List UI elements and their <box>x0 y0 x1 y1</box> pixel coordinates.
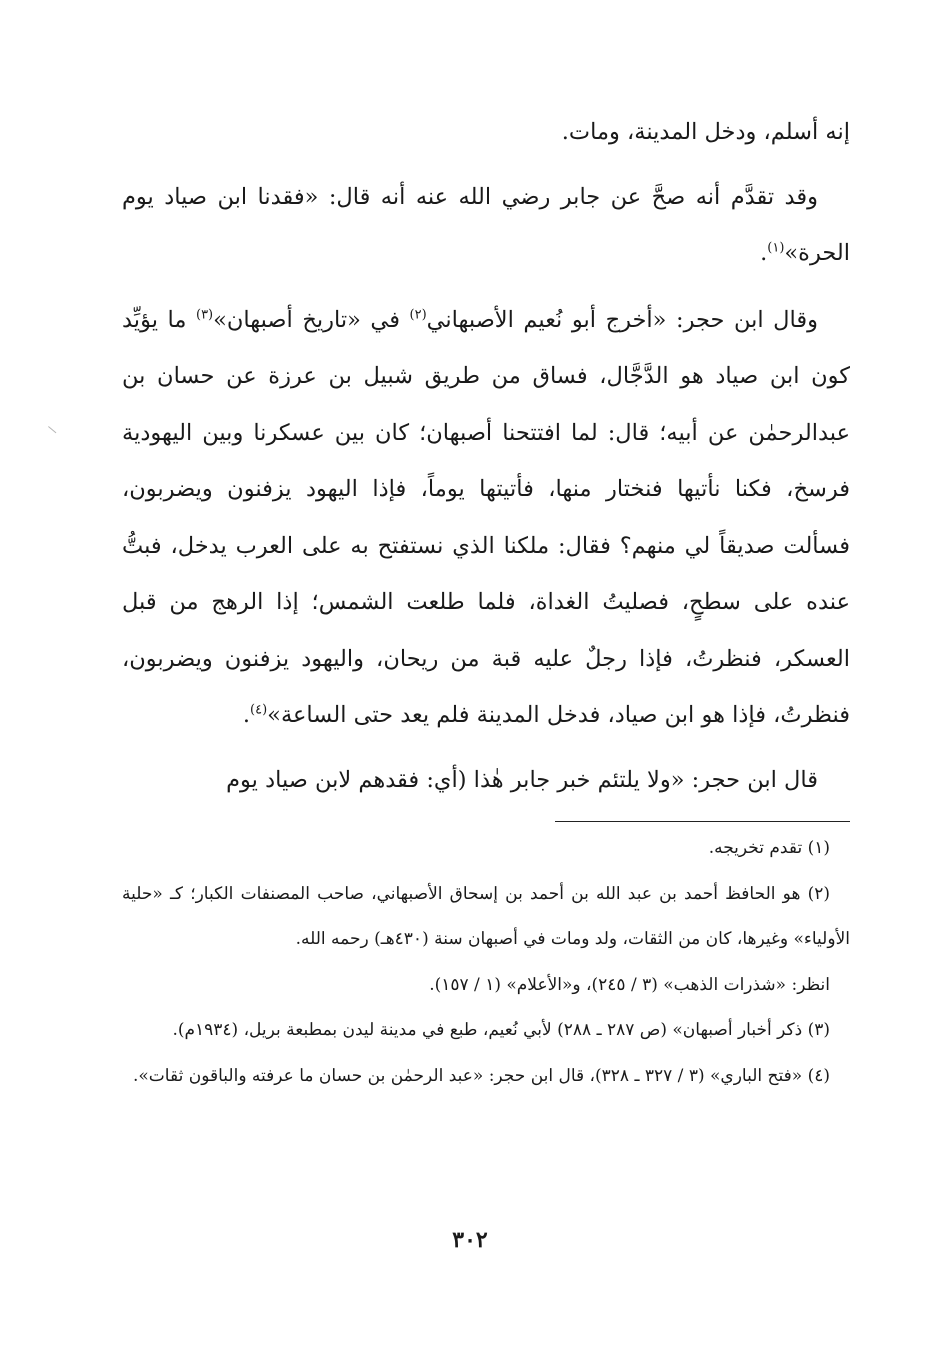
paragraph-4 <box>122 752 850 809</box>
paragraph-1 <box>122 104 850 161</box>
main-text <box>122 104 850 808</box>
paragraph-2-text: وقد تقدَّم أنه صحَّ عن جابر رضي الله عنه أنه قال: «فقدنا ابن صياد يوم الحرة» <box>122 183 850 266</box>
footnote-2-reference: انظر: «شذرات الذهب» (٣ / ٢٤٥)، و«الأعلام» (١ / ١٥٧). <box>429 974 830 995</box>
footnote-ref-4: (٤) <box>250 702 268 718</box>
paragraph-3-text-c: ما يؤيِّد كون ابن صياد هو الدَّجَّال، فساق من طريق شبيل بن عرزة عن حسان بن عبدالرحمٰن عن أبيه؛ قال: لما افتتحنا أصبهان؛ كان بين عسكرنا وبين اليهودية فرسخ، فكنا نأتيها فنختار منها، فأتيتها يوماً، فإذا اليهود يزفنون ويضربون، فسألت صديقاً لي منهم؟ فقال: ملكنا الذي نستفتح به على العرب يدخل، فبتُّ عنده على سطحٍ، فصليتُ الغداة، فلما طلعت الشمس؛ إذا الرهج من قبل العسكر، فنظرتُ، فإذا رجلٌ عليه قبة من ريحان، واليهود يزفنون ويضربون، فنظرتُ، فإذا هو ابن صياد، فدخل المدينة فلم يعد حتى الساعة» <box>122 306 850 728</box>
paragraph-3-end: . <box>242 702 251 728</box>
paragraph-2 <box>122 169 850 282</box>
footnote-ref-3: (٣) <box>195 307 214 322</box>
footnote-separator <box>555 821 850 822</box>
paragraph-4-text: قال ابن حجر: «ولا يلتئم خبر جابر هٰذا (أي: فقدهم لابن صياد يوم <box>226 766 818 793</box>
paragraph-3 <box>122 292 850 744</box>
footnote-2: (٢) هو الحافظ أحمد بن عبد الله بن أحمد بن إسحاق الأصبهاني، صاحب المصنفات الكبار؛ كـ «حلية الأولياء» وغيرها، كان من الثقات، ولد ومات في أصبهان سنة (٤٣٠هـ) رحمه الله. <box>122 883 850 949</box>
paragraph-2-end: . <box>760 240 768 266</box>
paragraph-3-text-b: في «تاريخ أصبهان» <box>213 306 410 333</box>
scan-mark <box>42 426 57 441</box>
page-number: ٣٠٢ <box>452 1227 488 1253</box>
paragraph-1-text: إنه أسلم، ودخل المدينة، ومات. <box>561 119 850 145</box>
footnote-ref-2: (٢) <box>409 307 427 322</box>
footnote-ref-1: (١) <box>767 240 785 256</box>
footnote-3: (٣) ذكر أخبار أصبهان» (ص ٢٨٧ ـ ٢٨٨) لأبي نُعيم، طبع في مدينة ليدن بمطبعة بريل، (١٩٣٤م). <box>172 1020 830 1040</box>
footnotes <box>122 826 850 1099</box>
footnote-1: (١) تقدم تخريجه. <box>708 838 830 858</box>
paragraph-3-text-a: وقال ابن حجر: «أخرج أبو نُعيم الأصبهاني <box>426 306 818 333</box>
footnote-4: (٤) «فتح الباري» (٣ / ٣٢٧ ـ ٣٢٨)، قال ابن حجر: «عبد الرحمٰن بن حسان ما عرفته والباقون ثقات». <box>132 1065 830 1086</box>
